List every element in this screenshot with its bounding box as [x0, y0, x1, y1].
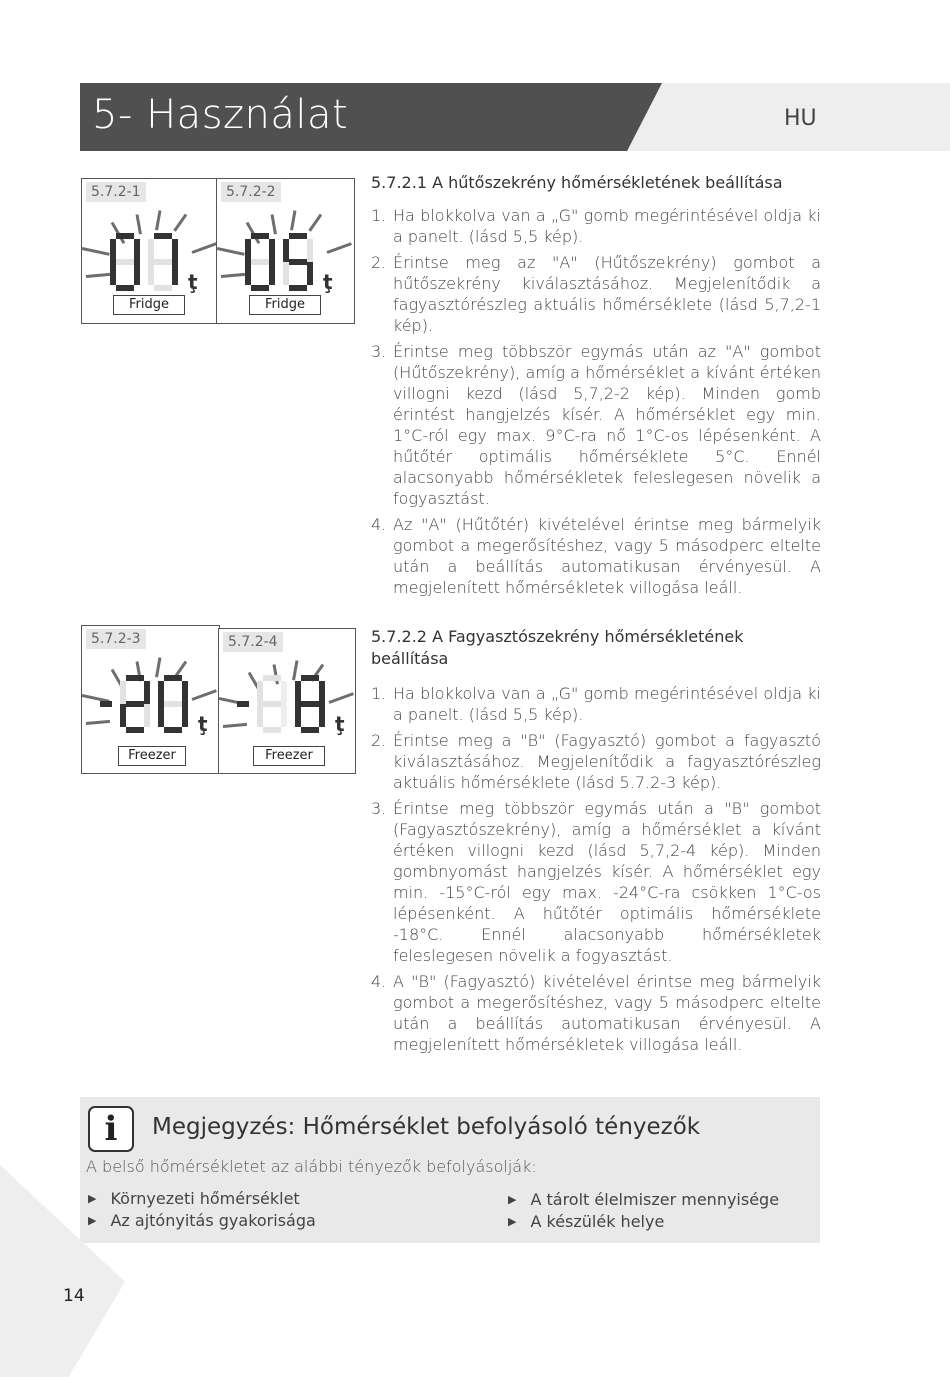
list-item: 4. Az "A" (Hűtőtér) kivételével érintse meg bármelyik gombot a megerősítéshez, vagy 5 másodperc eltelte után a beállítás automatikusan érvényesül. A megjelenített hőmérsékletek villogása leáll. [371, 515, 821, 597]
digit-segment [301, 675, 319, 681]
digit-segment [263, 675, 281, 681]
language-code: HU [784, 106, 817, 131]
digit-segment [120, 704, 126, 727]
degree-unit-icon: ţ [323, 270, 333, 294]
digit-segment [164, 701, 182, 707]
flash-ray [290, 210, 296, 230]
digit-segment [154, 259, 172, 265]
digit-segment [148, 239, 154, 262]
digit-segment [158, 681, 164, 704]
temperature-display [82, 671, 219, 751]
digit-segment [134, 262, 140, 285]
compartment-label: Freezer [118, 746, 186, 766]
compartment-label: Fridge [113, 295, 185, 315]
flash-ray [155, 210, 161, 230]
digit-segment [154, 285, 172, 291]
figure-5-7-2-1 [81, 178, 219, 324]
digit-segment [158, 704, 164, 727]
digit-segment [295, 681, 301, 704]
minus-sign [100, 701, 112, 707]
list-item: 2. Érintse meg az "A" (Hűtőszekrény) gombot a hűtőszekrény kiválasztásához. Megjelenítődik a fagyasztórészleg aktuális hőmérséklete (lásd 5,7,2-1 kép). [371, 253, 821, 335]
digit-segment [164, 675, 182, 681]
digit-segment [263, 727, 281, 733]
digit-segment [295, 704, 301, 727]
digit-segment [289, 233, 307, 239]
digit-segment [110, 239, 116, 262]
digit-segment [154, 233, 172, 239]
digit-segment [301, 701, 319, 707]
figure-5-7-2-4 [218, 628, 356, 774]
digit-segment [116, 285, 134, 291]
digit-segment [116, 233, 134, 239]
digit-segment [251, 233, 269, 239]
digit-segment [289, 285, 307, 291]
bullet-item: ▶ A tárolt élelmiszer mennyisége [508, 1190, 780, 1209]
page-title: 5- Használat [92, 92, 349, 138]
digit-segment [116, 259, 134, 265]
digit-segment [126, 675, 144, 681]
digit-segment [245, 262, 251, 285]
bullet-item: ▶ Az ajtónyitás gyakorisága [88, 1211, 316, 1230]
compartment-label: Freezer [253, 746, 325, 766]
digit-segment [126, 727, 144, 733]
page-number: 14 [63, 1286, 85, 1306]
digit-segment [283, 239, 289, 262]
digit-segment [283, 262, 289, 285]
minus-sign [237, 701, 249, 707]
bullet-arrow-icon: ▶ [88, 1192, 97, 1205]
figure-label: 5.7.2-4 [223, 632, 283, 652]
info-icon: i [88, 1106, 134, 1152]
list-item: 1. Ha blokkolva van a „G" gomb megérintésével oldja ki a panelt. (lásd 5,5 kép). [371, 206, 821, 246]
list-item: 3. Érintse meg többször egymás után a "B" gombot (Fagyasztószekrény), amíg a hőmérséklet a kívánt értéken villogni kezd (lásd 5,7,2-4 kép). Minden gombnyomást hangjelzés kísér. A hőmérséklet egy min. -15°C-ról egy max. -24°C-ra csökken 1°C-os lépésenként. A hűtőtér optimális hőmérséklete -18°C. Ennél alacsonyabb hőmérsékletek feleslegesen növelik a fogyasztást. [371, 799, 821, 965]
digit-segment [144, 681, 150, 704]
digit-segment [269, 239, 275, 262]
note-subtitle: A belső hőmérsékletet az alábbi tényezők befolyásolják: [86, 1157, 537, 1176]
list-item: 4. A "B" (Fagyasztó) kivételével érintse meg bármelyik gombot a megerősítéshez, vagy 5 másodperc eltelte után a beállítás automatikusan érvényesül. A megjelenített hőmérsékletek villogása leáll. [371, 972, 821, 1054]
digit-segment [257, 681, 263, 704]
degree-unit-icon: ţ [188, 270, 198, 294]
figure-5-7-2-2 [216, 178, 355, 324]
digit-segment [319, 704, 325, 727]
digit-segment [164, 727, 182, 733]
bullet-arrow-icon: ▶ [508, 1215, 517, 1228]
section-title-fridge: 5.7.2.1 A hűtőszekrény hőmérsékletének beállítása [371, 173, 783, 192]
digit-segment [251, 259, 269, 265]
digit-segment [281, 681, 287, 704]
digit-segment [144, 704, 150, 727]
bullet-arrow-icon: ▶ [508, 1193, 517, 1206]
degree-unit-icon: ţ [198, 712, 208, 736]
compartment-label: Fridge [249, 295, 321, 315]
digit-segment [182, 681, 188, 704]
steps-list-fridge [371, 205, 821, 603]
header-light-band [615, 83, 950, 151]
steps-list-freezer [371, 683, 821, 1060]
digit-segment [172, 262, 178, 285]
bullet-item: ▶ Környezeti hőmérséklet [88, 1189, 300, 1208]
list-item: 1. Ha blokkolva van a „G" gomb megérintésével oldja ki a panelt. (lásd 5,5 kép). [371, 684, 821, 724]
digit-segment [110, 262, 116, 285]
digit-segment [319, 681, 325, 704]
digit-segment [263, 701, 281, 707]
figure-label: 5.7.2-3 [86, 629, 146, 649]
digit-segment [269, 262, 275, 285]
figure-label: 5.7.2-1 [86, 182, 146, 202]
bullet-item: ▶ A készülék helye [508, 1212, 665, 1231]
figure-label: 5.7.2-2 [221, 182, 281, 202]
digit-segment [307, 262, 313, 285]
section-title-freezer: 5.7.2.2 A Fagyasztószekrény hőmérsékletének beállítása [371, 627, 744, 668]
degree-unit-icon: ţ [335, 712, 345, 736]
digit-segment [281, 704, 287, 727]
bullet-arrow-icon: ▶ [88, 1214, 97, 1227]
note-box [80, 1097, 820, 1243]
digit-segment [120, 681, 126, 704]
temperature-display [219, 671, 355, 751]
digit-segment [307, 239, 313, 262]
digit-segment [289, 259, 307, 265]
digit-segment [301, 727, 319, 733]
list-item: 3. Érintse meg többször egymás után az "A" gombot (Hűtőszekrény), amíg a hőmérséklet a kívánt értéken villogni kezd (lásd 5,7,2-2 kép). Minden gomb érintést hangjelzés kísér. A hőmérséklet egy min. 1°C-ról egy max. 9°C-ra nő 1°C-os lépésenként. A hűtőtér optimális hőmérséklete 5°C. Ennél alacsonyabb hőmérsékletek feleslegesen növelik a fogyasztást. [371, 342, 821, 508]
digit-segment [257, 704, 263, 727]
figure-5-7-2-3 [81, 625, 220, 774]
digit-segment [182, 704, 188, 727]
digit-segment [148, 262, 154, 285]
digit-segment [134, 239, 140, 262]
note-title: Megjegyzés: Hőmérséklet befolyásoló tényezők [152, 1114, 701, 1140]
list-item: 2. Érintse meg a "B" (Fagyasztó) gombot a fagyasztó kiválasztásához. Megjelenítődik a fagyasztórészleg aktuális hőmérséklete (lásd 5.7.2-3 kép). [371, 731, 821, 792]
digit-segment [126, 701, 144, 707]
digit-segment [172, 239, 178, 262]
digit-segment [245, 239, 251, 262]
digit-segment [251, 285, 269, 291]
